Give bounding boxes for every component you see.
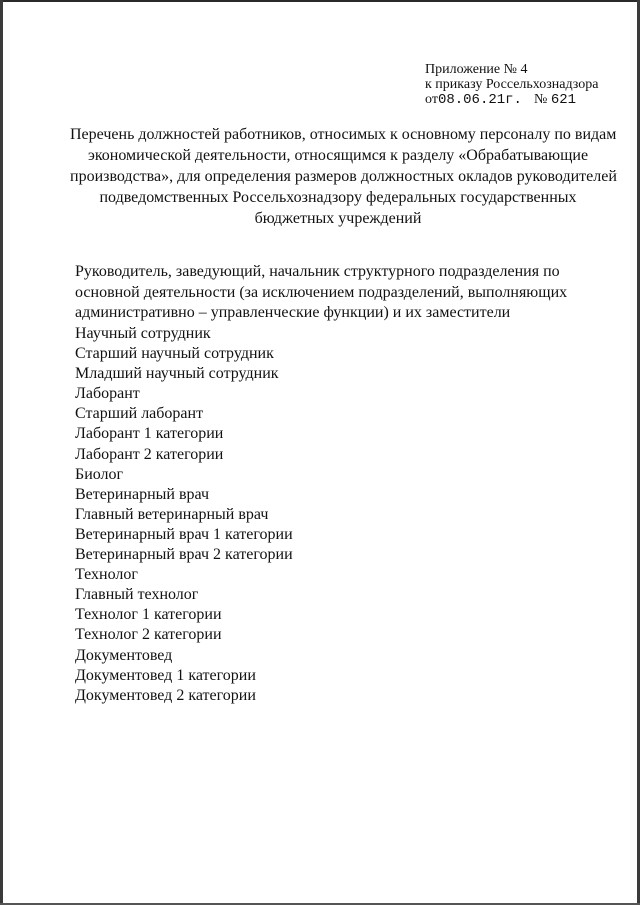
order-date: 08.06.21г. bbox=[437, 92, 522, 108]
appendix-order-ref: к приказу Россельхознадзора bbox=[425, 77, 599, 92]
scan-border-left bbox=[0, 0, 3, 905]
position-item: Биолог bbox=[75, 465, 124, 483]
position-item: Ветеринарный врач bbox=[75, 485, 210, 503]
date-prefix: от bbox=[425, 92, 438, 107]
title-line: Перечень должностей работников, относимых к основному персоналу по видам bbox=[70, 126, 617, 143]
position-item: Документовед 2 категории bbox=[75, 686, 256, 704]
position-item: Научный сотрудник bbox=[75, 325, 211, 342]
position-item: Документовед bbox=[75, 646, 173, 664]
position-item: Ветеринарный врач 1 категории bbox=[75, 525, 293, 543]
appendix-date-line bbox=[425, 92, 598, 108]
position-item: Главный технолог bbox=[75, 586, 199, 604]
positions-list bbox=[75, 324, 293, 706]
position-item: Ветеринарный врач 2 категории bbox=[75, 546, 293, 564]
position-item: Главный ветеринарный врач bbox=[75, 505, 269, 523]
order-number: 621 bbox=[550, 92, 577, 108]
lead-line: основной деятельности (за исключением подразделений, выполняющих bbox=[75, 283, 568, 301]
position-item: Старший научный сотрудник bbox=[75, 345, 274, 363]
number-prefix: № bbox=[533, 92, 548, 107]
lead-line: административно – управленческие функции) и их заместители bbox=[75, 304, 511, 321]
position-item: Лаборант 1 категории bbox=[75, 425, 224, 443]
position-item: Лаборант 2 категории bbox=[75, 445, 224, 463]
position-item: Лаборант bbox=[75, 385, 140, 403]
title-line: бюджетных учреждений bbox=[254, 210, 422, 227]
position-item: Младший научный сотрудник bbox=[75, 365, 279, 383]
position-item: Технолог 1 категории bbox=[75, 606, 222, 624]
position-item: Технолог 2 категории bbox=[75, 626, 222, 644]
scan-border-top bbox=[0, 0, 640, 2]
title-line: экономической деятельности, относящимся к разделу «Обрабатывающие bbox=[87, 147, 589, 164]
appendix-header bbox=[425, 62, 598, 108]
document-title bbox=[70, 124, 617, 229]
lead-line: Руководитель, заведующий, начальник структурного подразделения по bbox=[75, 263, 560, 280]
position-item: Старший лаборант bbox=[75, 405, 204, 423]
title-line: производства», для определения размеров должностных окладов руководителей bbox=[70, 168, 617, 185]
lead-position-paragraph bbox=[75, 262, 567, 324]
appendix-number: Приложение № 4 bbox=[425, 62, 528, 77]
title-line: подведомственных Россельхознадзору федеральных государственных bbox=[99, 189, 577, 206]
position-item: Технолог bbox=[75, 566, 138, 584]
position-item: Документовед 1 категории bbox=[75, 666, 256, 684]
